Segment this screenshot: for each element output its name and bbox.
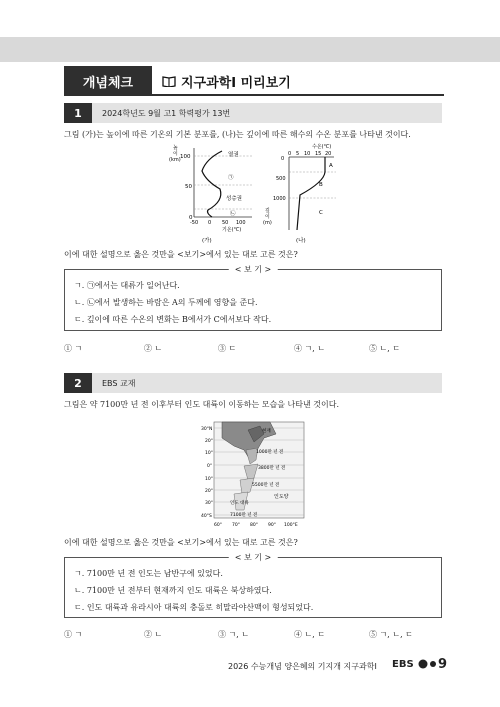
question-2-source: EBS 교재: [102, 378, 136, 388]
fig-b-zone-a: A: [329, 163, 333, 169]
footer-logo: [392, 659, 439, 670]
fig-b-xtick-5: 5: [296, 151, 300, 157]
question-1-source: 2024학년도 9월 고1 학력평가 13번: [102, 108, 231, 118]
map-lat-30n: 30°N: [201, 427, 213, 432]
question-1-bogi-item-3: ㄷ. 깊이에 따른 수온의 변화는 B에서가 C에서보다 작다.: [74, 315, 272, 324]
footer-book-title: 2026 수능개념 양은혜의 기지개 지구과학Ⅰ: [228, 662, 377, 671]
header-title: 지구과학Ⅰ 미리보기: [181, 75, 291, 91]
fig-a-ytick-50: 50: [185, 184, 192, 190]
fig-b-xtick-20: 20: [325, 151, 332, 157]
map-lon-80: 80°: [250, 523, 258, 528]
map-lat-0: 0°: [207, 464, 213, 469]
header-underline: [152, 94, 444, 96]
question-2-number: 2: [64, 373, 92, 393]
fig-b-xtick-15: 15: [315, 151, 322, 157]
fig-b-zone-b: B: [319, 182, 323, 188]
question-2-choice-1[interactable]: ① ㄱ: [64, 630, 83, 639]
fig-a-ytick-100: 100: [180, 154, 191, 160]
question-2-bogi-label: < 보 기 >: [229, 552, 278, 563]
question-1-choice-3[interactable]: ③ ㄷ: [218, 344, 237, 353]
map-period-38ma: 3800만 년 전: [258, 466, 286, 471]
fig-b-xtick-10: 10: [304, 151, 311, 157]
fig-b-zone-c: C: [319, 210, 323, 216]
question-2-prompt: 그림은 약 7100만 년 전 이후부터 인도 대륙이 이동하는 모습을 나타낸 것이다.: [64, 400, 339, 409]
header-badge: 개념체크: [64, 66, 152, 96]
map-period-10ma: 1000만 년 전: [256, 450, 284, 455]
page-number: 9: [438, 657, 448, 672]
fig-a-layer-a: ㉠: [228, 175, 234, 181]
fig-b-ytick-500: 500: [276, 176, 286, 182]
fig-a-xlabel: 기온(℃): [222, 227, 242, 233]
question-2-choice-3[interactable]: ③ ㄱ, ㄴ: [218, 630, 250, 639]
fig-b-xtick-0: 0: [288, 151, 292, 157]
question-2-bogi-item-1: ㄱ. 7100만 년 전 인도는 남반구에 있었다.: [74, 569, 223, 578]
question-2-bar: [64, 373, 442, 393]
map-lat-40s: 40°S: [201, 514, 212, 519]
question-1-question: 이에 대한 설명으로 옳은 것만을 <보기>에서 있는 대로 고른 것은?: [64, 250, 298, 259]
fig-b-ylabel-unit: (m): [263, 220, 272, 226]
fig-a-ylabel-mid: 이: [173, 151, 178, 157]
question-1-choice-1[interactable]: ① ㄱ: [64, 344, 83, 353]
question-2-bogi-item-3: ㄷ. 인도 대륙과 유라시아 대륙의 충돌로 히말라야산맥이 형성되었다.: [74, 603, 314, 612]
map-lon-100e: 100°E: [284, 523, 298, 528]
fig-a-ylabel-unit: (km): [169, 157, 181, 163]
question-2-bogi-item-2: ㄴ. 7100만 년 전부터 현재까지 인도 대륙은 북상하였다.: [74, 586, 272, 595]
fig-a-xtick-4: 100: [236, 220, 246, 226]
top-band: [0, 37, 500, 62]
map-lat-10s: 10°: [205, 477, 213, 482]
map-lat-20s: 20°: [205, 489, 213, 494]
fig-a-xtick-3: 50: [222, 220, 229, 226]
fig-b-ylabel-a: 깊: [265, 208, 270, 214]
fig-a-ytick-0: 0: [189, 215, 193, 221]
figure-atmosphere-temperature: [166, 143, 266, 245]
fig-a-xtick-2: 0: [208, 220, 212, 226]
question-1-bogi-item-1: ㄱ. ㉠에서는 대류가 일어난다.: [74, 281, 180, 290]
fig-a-layer-stratosphere: 성층권: [226, 196, 242, 202]
map-lat-20n: 20°: [205, 439, 213, 444]
map-period-55ma: 5500만 년 전: [252, 483, 280, 488]
fig-a-xtick-1: -50: [190, 220, 199, 226]
question-1-choice-4[interactable]: ④ ㄱ, ㄴ: [294, 344, 326, 353]
fig-a-ylabel-top: 높: [173, 145, 178, 151]
page-header: [64, 66, 444, 96]
fig-b-ytick-0: 0: [281, 156, 285, 162]
map-lat-30s: 30°: [205, 501, 213, 506]
map-period-71ma: 7100만 년 전: [230, 513, 258, 518]
fig-a-layer-b: ㉡: [230, 211, 236, 217]
fig-a-caption: (가): [202, 238, 212, 244]
map-label-indian-ocean: 인도양: [274, 494, 289, 500]
fig-b-caption: (나): [296, 238, 306, 244]
question-2-question: 이에 대한 설명으로 옳은 것만을 <보기>에서 있는 대로 고른 것은?: [64, 538, 298, 547]
page-footer: [0, 659, 500, 679]
question-1-bogi-item-2: ㄴ. ㉡에서 발생하는 바람은 A의 두께에 영향을 준다.: [74, 298, 258, 307]
header-title-wrap: [162, 66, 291, 96]
fig-b-xlabel: 수온(℃): [312, 144, 332, 150]
book-icon: [162, 75, 176, 87]
fig-b-ylabel-b: 이: [265, 214, 270, 220]
map-label-india: 인도 대륙: [230, 501, 249, 506]
question-2-choice-2[interactable]: ② ㄴ: [144, 630, 163, 639]
figure-india-drift-map: [200, 420, 308, 528]
question-2-choice-4[interactable]: ④ ㄴ, ㄷ: [294, 630, 326, 639]
ebs-logo-icon: [417, 659, 439, 669]
map-lon-70: 70°: [232, 523, 240, 528]
figure-ocean-temperature: [262, 140, 338, 245]
question-2-choice-5[interactable]: ⑤ ㄱ, ㄴ, ㄷ: [369, 630, 413, 639]
question-1-bar: [64, 103, 442, 123]
question-1-number: 1: [64, 103, 92, 123]
fig-a-layer-thermosphere: 열권: [228, 152, 239, 158]
fig-b-ytick-1000: 1000: [273, 196, 286, 202]
question-1-choice-5[interactable]: ⑤ ㄴ, ㄷ: [369, 344, 401, 353]
question-1-prompt: 그림 (가)는 높이에 따른 기온의 기본 분포를, (나)는 깊이에 따른 해수의 수온 분포를 나타낸 것이다.: [64, 130, 411, 139]
question-1-choice-2[interactable]: ② ㄴ: [144, 344, 163, 353]
map-period-present: 현재: [262, 429, 271, 434]
question-1-bogi-box: [64, 265, 442, 331]
map-lat-10n: 10°: [205, 451, 213, 456]
question-2-bogi-box: [64, 553, 442, 618]
map-lon-60: 60°: [214, 523, 222, 528]
footer-logo-text: EBS: [392, 659, 414, 670]
question-1-bogi-label: < 보 기 >: [229, 264, 278, 275]
map-lon-90: 90°: [268, 523, 276, 528]
